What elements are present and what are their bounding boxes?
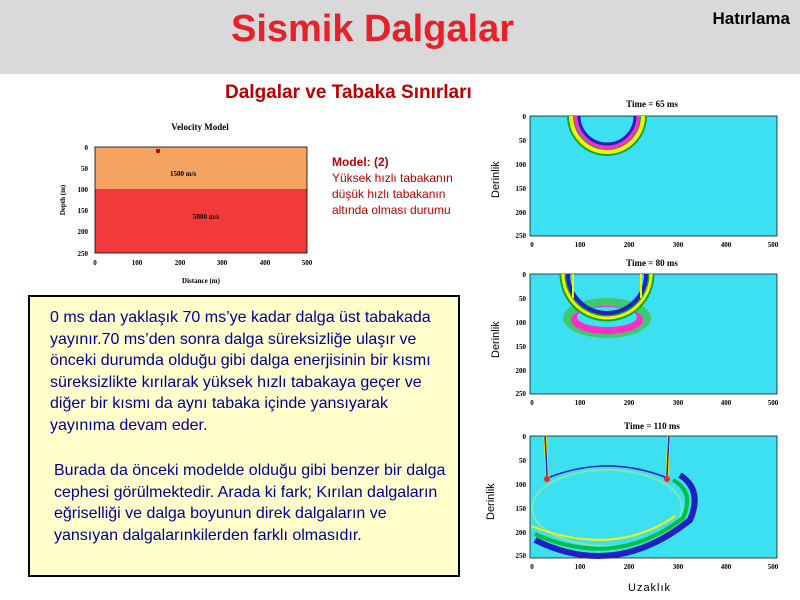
explanation-box xyxy=(28,295,460,577)
s3-xtick: 0 xyxy=(530,563,534,571)
lower-layer xyxy=(95,189,307,253)
s3-ytick: 200 xyxy=(515,529,526,537)
snapshot-time-2: Time = 80 ms xyxy=(626,258,678,268)
page-title: Sismik Dalgalar xyxy=(230,8,515,50)
s2-ytick: 200 xyxy=(515,367,526,375)
tag-label: Hatırlama xyxy=(712,9,790,28)
vm-xtick: 500 xyxy=(301,259,313,267)
s3-xtick: 100 xyxy=(574,563,586,571)
vm-xtick: 400 xyxy=(259,259,271,267)
model-note xyxy=(332,154,453,218)
s3-ytick: 50 xyxy=(519,457,526,465)
vm-xtick: 200 xyxy=(174,259,186,267)
snapshot-panel-1 xyxy=(505,110,790,255)
vm-ytick: 250 xyxy=(77,250,88,258)
snapshot-panel-3 xyxy=(505,430,790,575)
vm-ytick: 150 xyxy=(77,207,88,215)
snapshot-ylabel-1: Derinlik xyxy=(490,161,502,198)
s1-ytick: 150 xyxy=(515,185,526,193)
upper-layer-label: 1500 m/s xyxy=(170,170,197,178)
s2-ytick: 0 xyxy=(522,271,526,279)
s3-xtick: 400 xyxy=(720,563,732,571)
s3-xtick: 200 xyxy=(623,563,635,571)
explanation-paragraph-1: 0 ms dan yaklaşık 70 ms’ye kadar dalga üst tabakada yayınır.70 ms’den sonra dalga süreksizliğe ulaşır ve önceki durumda olduğu gibi dalga enerjisinin bir kısmı süreksizlikte kırılarak yüksek hızlı tabakaya geçer ve diğer bir kısmı da aynı tabaka içinde yansıyarak yayınıma devam eder. xyxy=(50,309,431,434)
s3-ytick: 150 xyxy=(515,505,526,513)
source-marker xyxy=(156,149,160,153)
s3-ytick: 100 xyxy=(515,481,526,489)
snapshot-ylabel-2: Derinlik xyxy=(490,321,502,358)
s1-xtick: 300 xyxy=(672,241,684,249)
vm-xtick: 300 xyxy=(216,259,228,267)
s3-xtick: 500 xyxy=(767,563,779,571)
vm-ytick: 100 xyxy=(77,186,88,194)
s1-xtick: 200 xyxy=(623,241,635,249)
model-note-title: Model: (2) xyxy=(332,155,389,169)
vm-ylabel: Depth (m) xyxy=(59,184,67,216)
s2-xtick: 300 xyxy=(672,399,684,407)
s2-xtick: 0 xyxy=(530,399,534,407)
explanation-paragraph-2: Burada da önceki modelde olduğu gibi benzer bir dalga cephesi görülmektedir. Arada ki fark; Kırılan dalgaların eğriselliği ve dalga boyunun direk dalgaların ve yansıyan dalgalarınkilerden farklı olmasıdır. xyxy=(54,462,446,544)
s1-ytick: 200 xyxy=(515,209,526,217)
vm-xtick: 0 xyxy=(93,259,97,267)
s1-xtick: 100 xyxy=(574,241,586,249)
snapshot-time-1: Time = 65 ms xyxy=(626,99,678,109)
upper-layer xyxy=(95,147,307,189)
s1-ytick: 50 xyxy=(519,137,526,145)
section-subtitle: Dalgalar ve Tabaka Sınırları xyxy=(225,82,472,103)
velocity-model-title: Velocity Model xyxy=(171,122,229,132)
s2-ytick: 100 xyxy=(515,319,526,327)
snapshot-time-3: Time = 110 ms xyxy=(624,421,680,431)
vm-ytick: 200 xyxy=(77,228,88,236)
s2-ytick: 50 xyxy=(519,295,526,303)
s2-xtick: 200 xyxy=(623,399,635,407)
model-note-line: düşük hızlı tabakanın xyxy=(332,187,446,201)
s1-xtick: 400 xyxy=(720,241,732,249)
s2-ytick: 250 xyxy=(515,390,526,398)
s1-ytick: 250 xyxy=(515,232,526,240)
snapshot-panel-2 xyxy=(505,268,790,413)
s1-xtick: 0 xyxy=(530,241,534,249)
s2-xtick: 500 xyxy=(767,399,779,407)
s1-ytick: 100 xyxy=(515,161,526,169)
s3-ytick: 0 xyxy=(522,433,526,441)
snapshot-ylabel-3: Derinlik xyxy=(485,483,497,520)
s2-ytick: 150 xyxy=(515,343,526,351)
vm-xtick: 100 xyxy=(131,259,143,267)
model-note-line: altında olması durumu xyxy=(332,203,451,217)
s3-xtick: 300 xyxy=(672,563,684,571)
header-bar xyxy=(0,0,800,74)
s1-ytick: 0 xyxy=(522,113,526,121)
vm-ytick: 0 xyxy=(84,144,88,152)
s2-xtick: 100 xyxy=(574,399,586,407)
s2-xtick: 400 xyxy=(720,399,732,407)
model-note-line: Yüksek hızlı tabakanın xyxy=(332,171,453,185)
lower-layer-label: 5000 m/s xyxy=(193,213,220,221)
snapshot-xlabel: Uzaklık xyxy=(628,582,672,594)
s3-ytick: 250 xyxy=(515,552,526,560)
vm-xlabel: Distance (m) xyxy=(182,277,220,285)
velocity-model-figure xyxy=(55,130,325,290)
vm-ytick: 50 xyxy=(81,165,88,173)
s1-xtick: 500 xyxy=(767,241,779,249)
